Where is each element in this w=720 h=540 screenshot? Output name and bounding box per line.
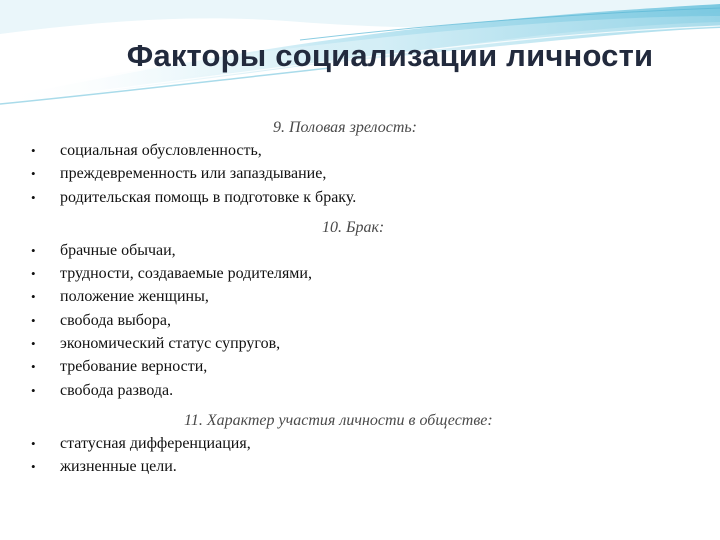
section-marriage bbox=[0, 217, 720, 402]
bullet-list bbox=[0, 139, 720, 209]
bullet-icon: • bbox=[31, 359, 36, 375]
bullet-icon: • bbox=[31, 435, 36, 451]
list-item: • экономический статус супругов, bbox=[0, 332, 720, 355]
list-item: • жизненные цели. bbox=[0, 455, 720, 478]
list-item: • статусная дифференциация, bbox=[0, 432, 720, 455]
bullet-icon: • bbox=[31, 242, 36, 258]
bullet-icon: • bbox=[31, 189, 36, 205]
section-social-participation bbox=[0, 410, 720, 479]
section-puberty bbox=[0, 117, 720, 209]
list-item: • родительская помощь в подготовке к браку. bbox=[0, 186, 720, 209]
list-item: • положение женщины, bbox=[0, 285, 720, 308]
slide-title: Факторы социализации личности bbox=[126, 38, 654, 73]
bullet-icon: • bbox=[31, 143, 36, 158]
bullet-icon: • bbox=[31, 459, 36, 475]
bullet-list bbox=[0, 432, 720, 479]
slide-content bbox=[0, 117, 720, 479]
list-item: • свобода выбора, bbox=[0, 309, 720, 332]
bullet-icon: • bbox=[31, 382, 36, 398]
bullet-icon: • bbox=[31, 336, 36, 352]
list-item: • свобода развода. bbox=[0, 379, 720, 402]
section-heading: 9. Половая зрелость: bbox=[273, 119, 417, 136]
list-item: • брачные обычаи, bbox=[0, 239, 720, 262]
list-item: • трудности, создаваемые родителями, bbox=[0, 262, 720, 285]
bullet-icon: • bbox=[31, 266, 36, 282]
bullet-icon: • bbox=[31, 166, 36, 182]
list-item: • преждевременность или запаздывание, bbox=[0, 162, 720, 185]
list-item: • социальная обусловленность, bbox=[0, 139, 720, 162]
bullet-icon: • bbox=[31, 289, 36, 305]
section-heading: 11. Характер участия личности в обществе: bbox=[184, 411, 493, 429]
section-heading: 10. Брак: bbox=[322, 218, 385, 236]
list-item: • требование верности, bbox=[0, 355, 720, 378]
bullet-list bbox=[0, 239, 720, 402]
bullet-icon: • bbox=[31, 312, 36, 328]
